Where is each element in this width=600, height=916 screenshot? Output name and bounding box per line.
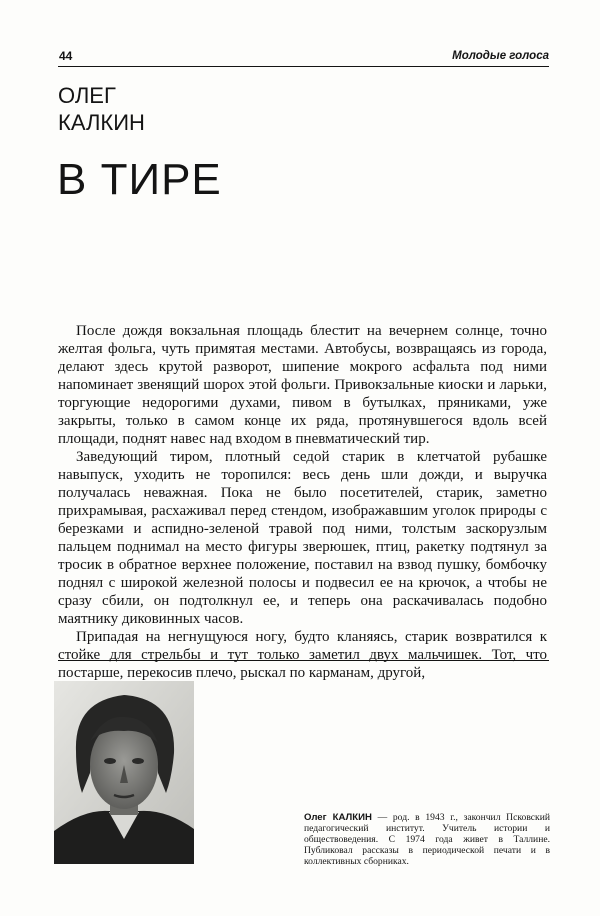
portrait-image [54, 681, 194, 864]
running-title: Молодые голоса [452, 50, 549, 62]
author-photo [54, 681, 194, 864]
story-title: В ТИРЕ [57, 155, 222, 204]
header-rule [58, 66, 549, 67]
page-number: 44 [59, 49, 73, 63]
bio-name: Олег КАЛКИН [304, 812, 372, 823]
paragraph: Припадая на негнущуюся ногу, будто кланяясь, старик возвратился к стойке для стрельбы и тут только заметил двух мальчишек. Тот, что постарше, перекосив плечо, рыскал по карманам, другой, [58, 629, 547, 681]
bio-text: — род. в 1943 г., закончил Псковский педагогический институт. Учитель истории и обществоведения. С 1974 года живет в Таллине. Публиковал рассказы в периодической печати и в коллективных сборниках. [304, 812, 550, 867]
author-name [58, 82, 145, 136]
author-bio [304, 812, 550, 867]
author-last-name: КАЛКИН [58, 110, 145, 135]
author-first-name: ОЛЕГ [58, 83, 116, 108]
paragraph: После дождя вокзальная площадь блестит на вечернем солнце, точно желтая фольга, чуть примятая местами. Автобусы, возвращаясь из города, делают здесь крутой разворот, шипение мокрого асфальта под ними напоминает звенящий шорох этой фольги. Привокзальные киоски и ларьки, торгующие недорогими духами, пивом в бутылках, пряниками, уже закрыты, только в самом конце их ряда, протянувшегося вдоль всей площади, поднят навес над входом в пневматический тир. [58, 323, 547, 447]
story-body [58, 322, 547, 682]
footer-rule [58, 660, 549, 661]
paragraph: Заведующий тиром, плотный седой старик в клетчатой рубашке навыпуск, уходить не торопился: весь день шли дожди, и выручка получалась неважная. Пока не было посетителей, старик, заметно прихрамывая, расхаживал перед стендом, изображавшим уголок природы с березками и аспидно-зеленой травой под ними, толстым заскорузлым пальцем поднимал на место фигуры зверюшек, птиц, ракетку подтянул за тросик в обратное верхнее положение, поставил на взвод пушку, бомбочку поднял с широкой железной полосы и подвесил ее на крючок, а чтобы не сразу сбили, он подтолкнул ее, и теперь она раскачивалась подобно маятнику диковинных часов. [58, 449, 547, 627]
